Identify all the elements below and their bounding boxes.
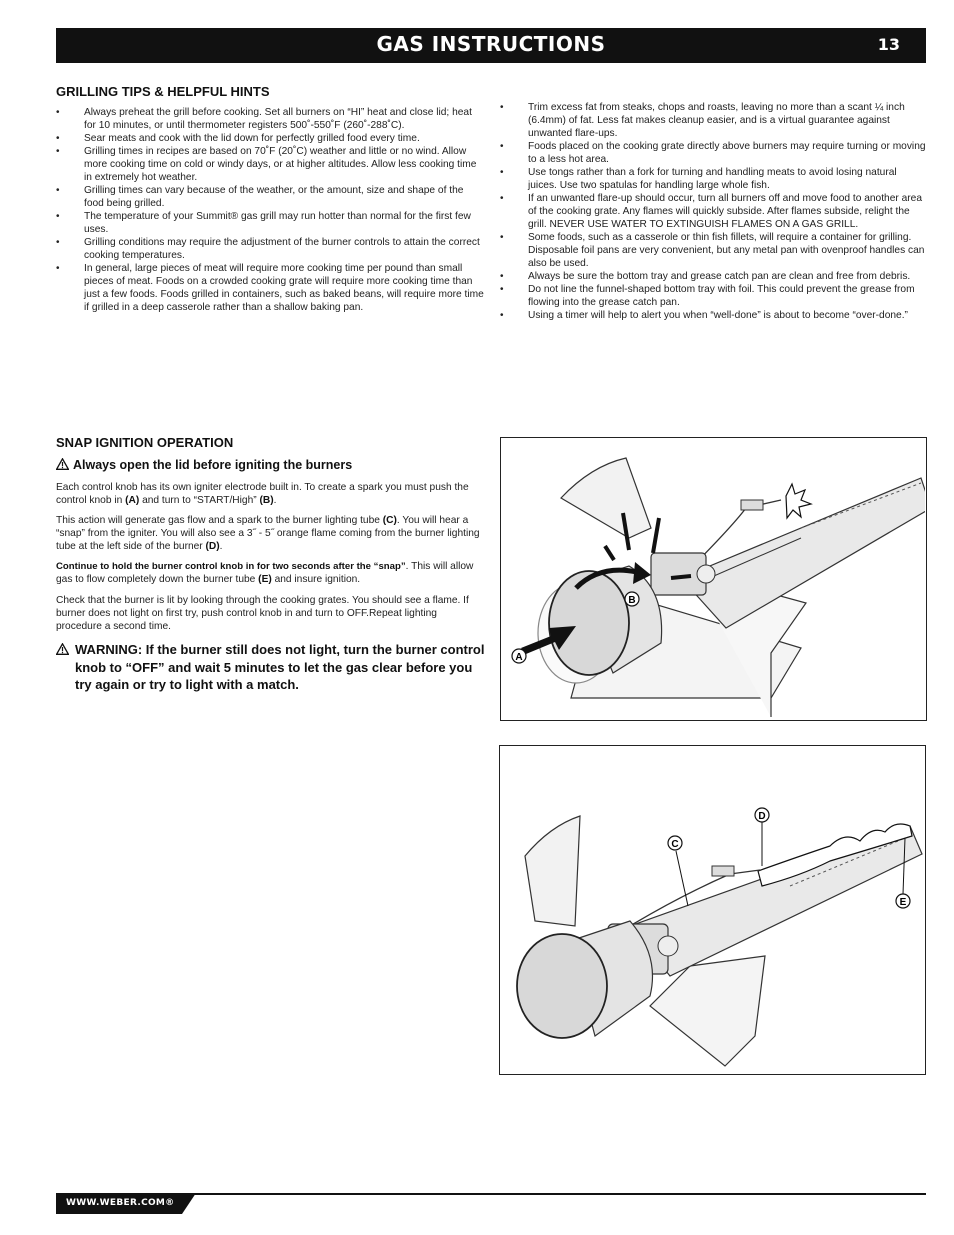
snap-paragraph-3: Continue to hold the burner control knob in for two seconds after the “snap”. This will allow gas to flow completely down the burner tube (E) and insure ignition. (56, 561, 474, 585)
header-bar (56, 28, 926, 63)
tip-item: • Sear meats and cook with the lid down for perfectly grilled food every time. (56, 132, 484, 145)
lid-notice (56, 458, 352, 472)
callout-c: C (671, 839, 679, 850)
warning-icon (56, 643, 69, 655)
tip-item: • Trim excess fat from steaks, chops and roasts, leaving no more than a scant ¼ inch (6.4mm) of fat. Less fat makes cleanup easier, and is a virtual guarantee against unwanted flare-ups. (500, 101, 928, 140)
page-number: 13 (877, 35, 900, 54)
flame-illustration (500, 746, 924, 1073)
tip-item: • Always preheat the grill before cooking. Set all burners on “HI” heat and close lid; heat for 10 minutes, or until thermometer registers 500˚-550˚F (260˚-288˚C). (56, 106, 484, 132)
tip-item: • Using a timer will help to alert you when “well-done” is about to become “over-done.” (500, 309, 928, 322)
tip-item: • Always be sure the bottom tray and grease catch pan are clean and free from debris. (500, 270, 928, 283)
tip-item: • Grilling times can vary because of the weather, or the amount, size and shape of the food being grilled. (56, 184, 484, 210)
flame-figure (499, 745, 926, 1075)
tip-item: • In general, large pieces of meat will require more cooking time per pound than small pieces of meat. Foods on a crowded cooking grate will require more cooking time than just a few foods. Foods grilled in containers, such as baked beans, will require more time if grilled in a deep casserole rather than a shallow baking pan. (56, 262, 484, 314)
ignition-figure (500, 437, 927, 721)
warning-notice (56, 641, 486, 694)
tip-item: • Foods placed on the cooking grate directly above burners may require turning or moving to a less hot area. (500, 140, 928, 166)
snap-paragraph-2: This action will generate gas flow and a spark to the burner lighting tube (C). You will hear a “snap” from the igniter. You will also see a 3˝ - 5˝ orange flame coming from the burner lighting tube at the left side of the burner (D). (56, 515, 480, 552)
tip-item: • Do not line the funnel-shaped bottom tray with foil. This could prevent the grease from flowing into the grease catch pan. (500, 283, 928, 309)
page-title: GAS INSTRUCTIONS (376, 32, 606, 56)
callout-a: A (515, 652, 523, 663)
tip-item: • Grilling times in recipes are based on 70˚F (20˚C) weather and little or no wind. Allow more cooking time on cold or windy days, or at higher altitudes. Allow less cooking time in extremely hot weather. (56, 145, 484, 184)
tips-list-right (500, 101, 928, 322)
tip-item: • The temperature of your Summit® gas grill may run hotter than normal for the first few uses. (56, 210, 484, 236)
warning-text: WARNING: If the burner still does not light, turn the burner control knob to “OFF” and wait 5 minutes to let the gas clear before you try again or try to light with a match. (75, 642, 485, 692)
lid-notice-text: Always open the lid before igniting the burners (73, 458, 353, 472)
tip-item: • If an unwanted flare-up should occur, turn all burners off and move food to another area of the cooking grate. Any flames will quickly subside. After flames subside, relight the grill. NEVER USE WATER TO EXTINGUISH FLAMES ON A GAS GRILL. (500, 192, 928, 231)
tips-list-left (56, 106, 484, 314)
warning-icon (56, 458, 69, 470)
snap-heading: SNAP IGNITION OPERATION (56, 435, 234, 450)
callout-b: B (628, 595, 636, 606)
callout-d: D (758, 811, 766, 822)
tips-heading: GRILLING TIPS & HELPFUL HINTS (56, 84, 270, 99)
footer-url: WWW.WEBER.COM® (66, 1198, 175, 1208)
callout-e: E (899, 897, 907, 908)
snap-paragraph-1: Each control knob has its own igniter electrode built in. To create a spark you must push the control knob in (A) and turn to “START/High” (B). (56, 482, 469, 506)
snap-paragraph-4: Check that the burner is lit by looking through the cooking grates. You should see a flame. If burner does not light on first try, push control knob in and turn to OFF.Repeat lighting procedure a second time. (56, 595, 469, 632)
ignition-illustration (501, 438, 925, 719)
tip-item: • Grilling conditions may require the adjustment of the burner controls to attain the correct cooking temperatures. (56, 236, 484, 262)
tip-item: • Use tongs rather than a fork for turning and handling meats to avoid losing natural juices. Use two spatulas for handling large whole fish. (500, 166, 928, 192)
tip-item: • Some foods, such as a casserole or thin fish fillets, will require a container for grilling. Disposable foil pans are very convenient, but any metal pan with ovenproof handles can also be used. (500, 231, 928, 270)
